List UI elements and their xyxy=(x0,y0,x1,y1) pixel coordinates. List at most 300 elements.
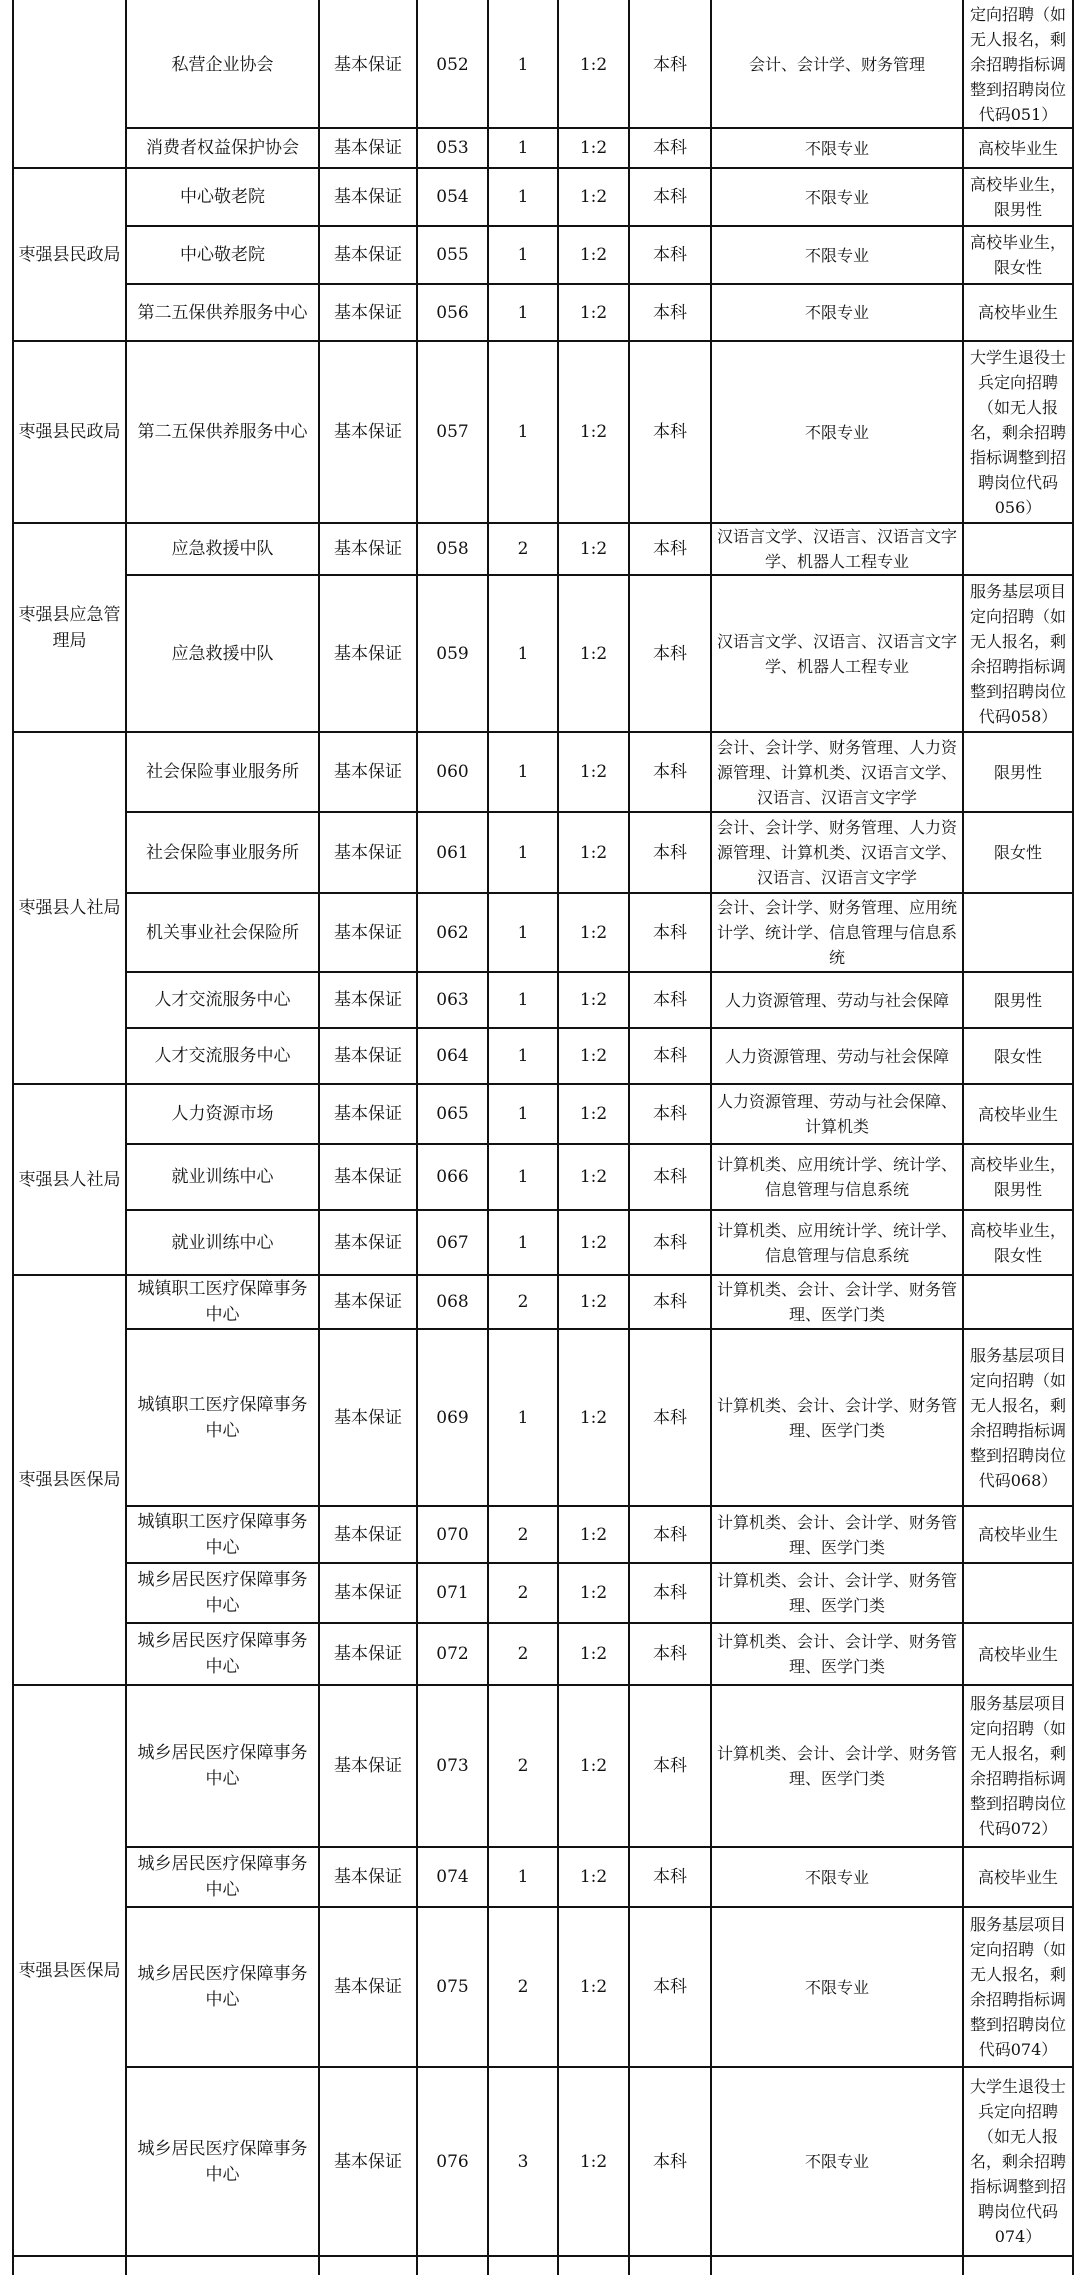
ratio-cell xyxy=(559,129,628,167)
grid-line-horizontal xyxy=(12,167,1074,169)
edu-cell-text: 本科 xyxy=(653,1644,687,1664)
grid-line-horizontal xyxy=(125,225,1074,227)
edu-cell xyxy=(630,813,710,892)
major-cell xyxy=(712,576,962,731)
major-cell xyxy=(712,1211,962,1274)
remark-cell-text: 服务基层项目定向招聘（如无人报名，剩余招聘指标调整到招聘岗位代码068） xyxy=(969,1345,1066,1490)
type-cell-text: 基本保证 xyxy=(334,1644,402,1664)
count-cell-text: 1 xyxy=(517,990,529,1010)
ratio-cell-text: 1:2 xyxy=(579,1867,608,1887)
unit-cell xyxy=(127,894,318,971)
unit-cell-text: 城乡居民医疗保障事务中心 xyxy=(137,1854,308,1900)
remark-cell-text: 高校毕业生 xyxy=(977,1525,1058,1544)
type-cell-text: 基本保证 xyxy=(334,1292,402,1312)
ratio-cell xyxy=(559,1029,628,1083)
remark-cell-text: 高校毕业生 xyxy=(977,1644,1058,1664)
code-cell-text: 071 xyxy=(436,1583,469,1603)
code-cell xyxy=(418,1276,487,1328)
major-cell-text: 不限专业 xyxy=(804,1867,869,1887)
ratio-cell xyxy=(559,1848,628,1906)
ratio-cell-text: 1:2 xyxy=(579,762,608,782)
type-cell xyxy=(320,1029,416,1083)
unit-cell-text: 人力资源市场 xyxy=(171,1104,274,1124)
ratio-cell xyxy=(559,1507,628,1562)
ratio-cell xyxy=(559,813,628,892)
count-cell-text: 1 xyxy=(517,1232,529,1253)
code-cell-text: 073 xyxy=(436,1756,469,1776)
code-cell-text: 064 xyxy=(436,1046,469,1066)
edu-cell xyxy=(630,129,710,167)
unit-cell xyxy=(127,2,318,127)
major-cell-text: 计算机类、应用统计学、统计学、信息管理与信息系统 xyxy=(716,1155,957,1199)
unit-cell-text: 城镇职工医疗保障事务中心 xyxy=(137,1394,308,1441)
edu-cell-text: 本科 xyxy=(653,539,687,559)
unit-cell-text: 社会保险事业服务所 xyxy=(146,762,299,782)
department-cell-text: 枣强县应急管理局 xyxy=(18,604,121,651)
code-cell-text: 069 xyxy=(436,1407,469,1428)
remark-cell-text: 高校毕业生，限男性 xyxy=(969,1155,1066,1199)
unit-cell xyxy=(127,1564,318,1622)
count-cell xyxy=(489,1848,557,1906)
edu-cell-text: 本科 xyxy=(653,2151,687,2172)
edu-cell xyxy=(630,1145,710,1209)
edu-cell xyxy=(630,1686,710,1846)
unit-cell xyxy=(127,169,318,225)
unit-cell-text: 中心敬老院 xyxy=(180,245,265,265)
grid-line-horizontal xyxy=(125,1562,1074,1564)
count-cell-text: 1 xyxy=(517,187,529,207)
count-cell xyxy=(489,733,557,811)
ratio-cell-text: 1:2 xyxy=(579,54,608,75)
code-cell xyxy=(418,1085,487,1143)
remark-cell-text: 高校毕业生 xyxy=(977,1104,1058,1124)
major-cell-text: 计算机类、会计、会计学、财务管理、医学门类 xyxy=(716,1395,957,1440)
edu-cell-text: 本科 xyxy=(653,1292,687,1312)
type-cell-text: 基本保证 xyxy=(334,302,402,323)
unit-cell xyxy=(127,524,318,574)
type-cell-text: 基本保证 xyxy=(334,1046,402,1066)
ratio-cell xyxy=(559,1686,628,1846)
type-cell-text: 基本保证 xyxy=(334,643,402,664)
code-cell xyxy=(418,1686,487,1846)
grid-line-horizontal xyxy=(125,1906,1074,1908)
ratio-cell xyxy=(559,2068,628,2255)
count-cell-text: 1 xyxy=(517,842,529,863)
major-cell-text: 汉语言文学、汉语言、汉语言文字学、机器人工程专业 xyxy=(716,631,957,676)
unit-cell-text: 社会保险事业服务所 xyxy=(146,842,299,863)
major-cell xyxy=(712,733,962,811)
type-cell-text: 基本保证 xyxy=(334,1867,402,1887)
code-cell-text: 058 xyxy=(436,539,469,559)
count-cell xyxy=(489,1564,557,1622)
type-cell xyxy=(320,1145,416,1209)
ratio-cell xyxy=(559,1211,628,1274)
code-cell xyxy=(418,524,487,574)
unit-cell xyxy=(127,1908,318,2066)
count-cell-text: 1 xyxy=(517,302,529,323)
edu-cell-text: 本科 xyxy=(653,1583,687,1603)
unit-cell xyxy=(127,1029,318,1083)
type-cell xyxy=(320,1564,416,1622)
count-cell-text: 1 xyxy=(517,922,529,943)
code-cell xyxy=(418,1564,487,1622)
major-cell-text: 不限专业 xyxy=(804,187,869,207)
remark-cell xyxy=(964,129,1072,167)
ratio-cell xyxy=(559,2,628,127)
grid-line-horizontal xyxy=(125,1846,1074,1848)
edu-cell xyxy=(630,1211,710,1274)
edu-cell-text: 本科 xyxy=(653,302,687,323)
count-cell-text: 2 xyxy=(517,1644,529,1664)
ratio-cell xyxy=(559,1330,628,1505)
remark-cell xyxy=(964,1908,1072,2066)
type-cell xyxy=(320,524,416,574)
major-cell-text: 计算机类、会计、会计学、财务管理、医学门类 xyxy=(716,1744,957,1788)
grid-line-horizontal xyxy=(125,1505,1074,1507)
code-cell xyxy=(418,1029,487,1083)
unit-cell-text: 城乡居民医疗保障事务中心 xyxy=(137,1570,308,1616)
count-cell xyxy=(489,1330,557,1505)
remark-cell xyxy=(964,1848,1072,1906)
department-cell xyxy=(14,169,125,340)
code-cell-text: 059 xyxy=(436,643,469,664)
major-cell-text: 人力资源管理、劳动与社会保障 xyxy=(724,1046,949,1066)
ratio-cell xyxy=(559,285,628,340)
major-cell-text: 不限专业 xyxy=(804,1977,869,1997)
department-cell-text: 枣强县人社局 xyxy=(18,898,121,918)
code-cell-text: 053 xyxy=(436,138,469,158)
major-cell xyxy=(712,169,962,225)
count-cell-text: 2 xyxy=(517,1583,529,1603)
type-cell xyxy=(320,1276,416,1328)
remark-cell-text: 大学生退役士兵定向招聘（如无人报名，剩余招聘指标调整到招聘岗位代码056） xyxy=(969,347,1066,517)
code-cell xyxy=(418,342,487,522)
unit-cell-text: 城乡居民医疗保障事务中心 xyxy=(137,1743,308,1789)
count-cell-text: 1 xyxy=(517,54,529,75)
type-cell-text: 基本保证 xyxy=(334,762,402,782)
remark-cell xyxy=(964,894,1072,971)
remark-cell-text: 高校毕业生，限女性 xyxy=(969,1220,1066,1265)
type-cell xyxy=(320,576,416,731)
ratio-cell xyxy=(559,1564,628,1622)
grid-line-horizontal xyxy=(12,340,1074,342)
ratio-cell-text: 1:2 xyxy=(579,990,608,1010)
edu-cell xyxy=(630,894,710,971)
unit-cell-text: 城乡居民医疗保障事务中心 xyxy=(137,1964,308,2010)
edu-cell-text: 本科 xyxy=(653,1407,687,1428)
edu-cell xyxy=(630,285,710,340)
edu-cell xyxy=(630,1564,710,1622)
count-cell xyxy=(489,894,557,971)
count-cell xyxy=(489,524,557,574)
edu-cell xyxy=(630,1624,710,1684)
count-cell xyxy=(489,1276,557,1328)
ratio-cell-text: 1:2 xyxy=(579,1232,608,1253)
type-cell-text: 基本保证 xyxy=(334,1407,402,1428)
edu-cell-text: 本科 xyxy=(653,1167,687,1187)
ratio-cell xyxy=(559,576,628,731)
edu-cell xyxy=(630,973,710,1027)
unit-cell-text: 私营企业协会 xyxy=(171,54,274,75)
major-cell-text: 会计、会计学、财务管理 xyxy=(748,55,925,74)
unit-cell xyxy=(127,733,318,811)
type-cell xyxy=(320,1507,416,1562)
type-cell-text: 基本保证 xyxy=(334,1232,402,1253)
edu-cell-text: 本科 xyxy=(653,138,687,158)
count-cell xyxy=(489,285,557,340)
ratio-cell-text: 1:2 xyxy=(579,842,608,863)
major-cell xyxy=(712,524,962,574)
ratio-cell-text: 1:2 xyxy=(579,2151,608,2172)
ratio-cell-text: 1:2 xyxy=(579,1167,608,1187)
department-cell-text: 枣强县民政局 xyxy=(18,422,121,442)
unit-cell xyxy=(127,973,318,1027)
unit-cell xyxy=(127,1624,318,1684)
unit-cell xyxy=(127,1085,318,1143)
type-cell-text: 基本保证 xyxy=(334,842,402,863)
code-cell-text: 056 xyxy=(436,302,469,323)
ratio-cell-text: 1:2 xyxy=(579,1524,608,1545)
grid-line-horizontal xyxy=(125,1622,1074,1624)
code-cell-text: 065 xyxy=(436,1104,469,1124)
code-cell-text: 070 xyxy=(436,1524,469,1545)
grid-line-horizontal xyxy=(12,2255,1074,2257)
department-cell xyxy=(14,733,125,1083)
edu-cell-text: 本科 xyxy=(653,422,687,442)
remark-cell-text: 高校毕业生 xyxy=(977,1867,1058,1887)
grid-line-horizontal xyxy=(12,522,1074,524)
department-cell xyxy=(14,1085,125,1274)
unit-cell-text: 中心敬老院 xyxy=(180,187,265,207)
code-cell-text: 055 xyxy=(436,245,469,265)
unit-cell-text: 城镇职工医疗保障事务中心 xyxy=(137,1279,308,1325)
major-cell xyxy=(712,227,962,283)
code-cell xyxy=(418,1330,487,1505)
major-cell xyxy=(712,285,962,340)
type-cell xyxy=(320,973,416,1027)
ratio-cell-text: 1:2 xyxy=(579,422,608,442)
edu-cell xyxy=(630,1507,710,1562)
type-cell xyxy=(320,894,416,971)
grid-line-horizontal xyxy=(125,811,1074,813)
remark-cell xyxy=(964,342,1072,522)
remark-cell xyxy=(964,973,1072,1027)
major-cell xyxy=(712,813,962,892)
grid-line-horizontal xyxy=(12,1684,1074,1686)
major-cell xyxy=(712,1085,962,1143)
grid-line-horizontal xyxy=(125,1143,1074,1145)
type-cell xyxy=(320,2068,416,2255)
edu-cell-text: 本科 xyxy=(653,643,687,664)
code-cell xyxy=(418,2,487,127)
remark-cell-text: 限女性 xyxy=(993,1046,1042,1066)
ratio-cell-text: 1:2 xyxy=(579,922,608,943)
code-cell xyxy=(418,973,487,1027)
unit-cell-text: 消费者权益保护协会 xyxy=(146,138,299,158)
remark-cell xyxy=(964,1276,1072,1328)
major-cell xyxy=(712,894,962,971)
remark-cell xyxy=(964,169,1072,225)
code-cell-text: 057 xyxy=(436,422,469,442)
remark-cell-text: 服务基层项目定向招聘（如无人报名，剩余招聘指标调整到招聘岗位代码058） xyxy=(969,581,1066,726)
edu-cell-text: 本科 xyxy=(653,54,687,75)
unit-cell xyxy=(127,1145,318,1209)
count-cell-text: 2 xyxy=(517,1292,529,1312)
ratio-cell xyxy=(559,1085,628,1143)
unit-cell-text: 城乡居民医疗保障事务中心 xyxy=(137,2138,308,2185)
ratio-cell-text: 1:2 xyxy=(579,138,608,158)
type-cell-text: 基本保证 xyxy=(334,1524,402,1545)
type-cell-text: 基本保证 xyxy=(334,539,402,559)
unit-cell xyxy=(127,227,318,283)
grid-line-horizontal xyxy=(125,127,1074,129)
ratio-cell xyxy=(559,1908,628,2066)
ratio-cell-text: 1:2 xyxy=(579,1046,608,1066)
remark-cell xyxy=(964,1085,1072,1143)
remark-cell xyxy=(964,813,1072,892)
type-cell xyxy=(320,1686,416,1846)
count-cell-text: 1 xyxy=(517,1046,529,1066)
type-cell xyxy=(320,1908,416,2066)
count-cell xyxy=(489,1686,557,1846)
ratio-cell-text: 1:2 xyxy=(579,1756,608,1776)
department-cell-text: 枣强县民政局 xyxy=(18,244,121,265)
type-cell xyxy=(320,733,416,811)
major-cell-text: 会计、会计学、财务管理、人力资源管理、计算机类、汉语言文学、汉语言、汉语言文字学 xyxy=(716,737,957,807)
remark-cell xyxy=(964,285,1072,340)
major-cell xyxy=(712,1908,962,2066)
count-cell-text: 2 xyxy=(517,539,529,559)
type-cell-text: 基本保证 xyxy=(334,990,402,1010)
grid-line-horizontal xyxy=(125,1328,1074,1330)
remark-cell xyxy=(964,1507,1072,1562)
remark-cell xyxy=(964,2068,1072,2255)
major-cell xyxy=(712,1564,962,1622)
major-cell xyxy=(712,1029,962,1083)
edu-cell xyxy=(630,733,710,811)
remark-cell-text: 高校毕业生 xyxy=(977,138,1058,158)
ratio-cell-text: 1:2 xyxy=(579,1977,608,1997)
code-cell xyxy=(418,813,487,892)
code-cell-text: 074 xyxy=(436,1867,469,1887)
unit-cell-text: 应急救援中队 xyxy=(171,539,274,559)
ratio-cell xyxy=(559,342,628,522)
count-cell-text: 1 xyxy=(517,245,529,265)
remark-cell-text: 高校毕业生，限女性 xyxy=(969,233,1066,277)
unit-cell xyxy=(127,1211,318,1274)
ratio-cell-text: 1:2 xyxy=(579,539,608,559)
type-cell xyxy=(320,129,416,167)
remark-cell xyxy=(964,227,1072,283)
type-cell xyxy=(320,342,416,522)
type-cell xyxy=(320,1211,416,1274)
code-cell xyxy=(418,733,487,811)
unit-cell-text: 第二五保供养服务中心 xyxy=(137,302,308,323)
count-cell xyxy=(489,1085,557,1143)
grid-line-horizontal xyxy=(125,574,1074,576)
remark-cell-text: 定向招聘（如无人报名，剩余招聘指标调整到招聘岗位代码051） xyxy=(969,5,1066,124)
edu-cell-text: 本科 xyxy=(653,1104,687,1124)
edu-cell xyxy=(630,2,710,127)
major-cell xyxy=(712,2,962,127)
count-cell xyxy=(489,973,557,1027)
count-cell-text: 1 xyxy=(517,1867,529,1887)
remark-cell-text: 限男性 xyxy=(993,762,1042,782)
major-cell-text: 计算机类、会计、会计学、财务管理、医学门类 xyxy=(716,1512,957,1557)
type-cell-text: 基本保证 xyxy=(334,1167,402,1187)
code-cell-text: 061 xyxy=(436,842,469,863)
count-cell xyxy=(489,1908,557,2066)
remark-cell xyxy=(964,1145,1072,1209)
ratio-cell-text: 1:2 xyxy=(579,1583,608,1603)
edu-cell-text: 本科 xyxy=(653,1756,687,1776)
grid-line-horizontal xyxy=(12,1274,1074,1276)
count-cell xyxy=(489,576,557,731)
type-cell-text: 基本保证 xyxy=(334,1583,402,1603)
department-cell xyxy=(14,1276,125,1684)
major-cell xyxy=(712,1145,962,1209)
code-cell xyxy=(418,1145,487,1209)
major-cell-text: 不限专业 xyxy=(804,138,869,158)
edu-cell-text: 本科 xyxy=(653,1232,687,1253)
department-cell-text: 枣强县人社局 xyxy=(18,1169,121,1190)
ratio-cell xyxy=(559,894,628,971)
ratio-cell-text: 1:2 xyxy=(579,1292,608,1312)
code-cell xyxy=(418,1848,487,1906)
count-cell-text: 2 xyxy=(517,1756,529,1776)
code-cell xyxy=(418,285,487,340)
ratio-cell-text: 1:2 xyxy=(579,643,608,664)
edu-cell-text: 本科 xyxy=(653,245,687,265)
code-cell-text: 067 xyxy=(436,1232,469,1253)
edu-cell xyxy=(630,342,710,522)
code-cell xyxy=(418,1908,487,2066)
code-cell-text: 068 xyxy=(436,1292,469,1312)
code-cell-text: 060 xyxy=(436,762,469,782)
type-cell xyxy=(320,169,416,225)
remark-cell xyxy=(964,2,1072,127)
major-cell-text: 计算机类、会计、会计学、财务管理、医学门类 xyxy=(716,1571,957,1615)
count-cell xyxy=(489,1211,557,1274)
remark-cell-text: 大学生退役士兵定向招聘（如无人报名，剩余招聘指标调整到招聘岗位代码074） xyxy=(969,2077,1066,2246)
remark-cell xyxy=(964,1330,1072,1505)
unit-cell xyxy=(127,342,318,522)
remark-cell-text: 服务基层项目定向招聘（如无人报名，剩余招聘指标调整到招聘岗位代码072） xyxy=(969,1694,1066,1838)
code-cell-text: 062 xyxy=(436,922,469,943)
ratio-cell-text: 1:2 xyxy=(579,1407,608,1428)
count-cell xyxy=(489,342,557,522)
code-cell-text: 066 xyxy=(436,1167,469,1187)
code-cell xyxy=(418,2068,487,2255)
department-cell xyxy=(14,2,125,167)
major-cell-text: 会计、会计学、财务管理、应用统计学、统计学、信息管理与信息系统 xyxy=(716,898,957,967)
type-cell xyxy=(320,813,416,892)
remark-cell xyxy=(964,1624,1072,1684)
remark-cell xyxy=(964,1564,1072,1622)
unit-cell-text: 人才交流服务中心 xyxy=(154,990,291,1010)
ratio-cell-text: 1:2 xyxy=(579,187,608,207)
count-cell-text: 2 xyxy=(517,1977,529,1997)
edu-cell xyxy=(630,576,710,731)
edu-cell-text: 本科 xyxy=(653,842,687,863)
code-cell-text: 076 xyxy=(436,2151,469,2172)
ratio-cell xyxy=(559,524,628,574)
unit-cell xyxy=(127,285,318,340)
count-cell-text: 1 xyxy=(517,1167,529,1187)
edu-cell-text: 本科 xyxy=(653,1867,687,1887)
count-cell xyxy=(489,2068,557,2255)
remark-cell xyxy=(964,1686,1072,1846)
